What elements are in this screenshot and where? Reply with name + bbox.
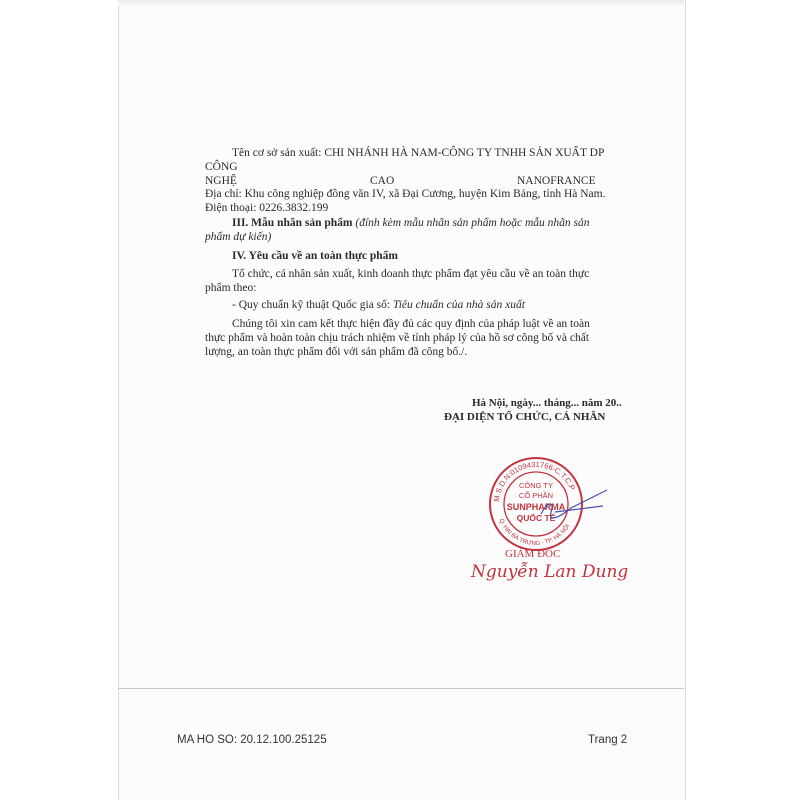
section-4-heading: IV. Yêu cầu về an toàn thực phẩm (232, 250, 399, 262)
page-number: Trang 2 (588, 734, 628, 746)
producer-address: Địa chỉ: Khu công nghiệp đồng văn IV, xã Đại Cương, huyện Kim Bảng, tỉnh Hà Nam. (205, 188, 606, 200)
producer-word-nghe: NGHỆ (205, 175, 237, 187)
commitment-line1: Chúng tôi xin cam kết thực hiện đầy đủ các quy định của pháp luật về an toàn (232, 318, 590, 330)
director-name: Nguyễn Lan Dung (471, 562, 629, 582)
section-4-para1: Tổ chức, cá nhân sản xuất, kinh doanh thực phẩm đạt yêu cầu về an toàn thực (232, 268, 590, 280)
producer-word-nanofrance: NANOFRANCE (517, 175, 596, 187)
standard-prefix: - Quy chuẩn kỹ thuật Quốc gia số: (232, 299, 391, 311)
stamp-ring-bottom: Q. HAI BÀ TRƯNG - TP. HÀ NỘI (497, 518, 572, 548)
producer-name-line: Tên cơ sở sản xuất: CHI NHÁNH HÀ NAM-CÔNG TY TNHH SẢN XUẤT DP (232, 147, 605, 159)
producer-word-cong: CÔNG (205, 161, 238, 173)
commitment-line3: lượng, an toàn thực phẩm đối với sản phẩm đã công bố./. (205, 346, 468, 358)
standard-line (232, 298, 525, 313)
stamp-line1: CÔNG TY (518, 481, 554, 490)
commitment-line2: thực phẩm và hoàn toàn chịu trách nhiệm về tính pháp lý của hồ sơ công bố và chất (205, 332, 590, 344)
producer-word-cao: CAO (370, 175, 395, 187)
section-3-line1 (232, 216, 590, 231)
section-3-note: (đính kèm mẫu nhãn sản phẩm hoặc mẫu nhãn sản (355, 217, 590, 229)
footer-divider (118, 688, 684, 689)
producer-phone: Điện thoại: 0226.3832.199 (205, 202, 329, 214)
dossier-number: MA HO SO: 20.12.100.25125 (177, 734, 327, 746)
section-3-heading: III. Mẫu nhãn sản phẩm (232, 217, 353, 229)
stamp-line2: CỔ PHẦN (518, 491, 554, 500)
representative-title: ĐẠI DIỆN TỔ CHỨC, CÁ NHÂN (444, 411, 606, 423)
stamp-line4: QUỐC TẾ (516, 513, 556, 523)
section-3-note-cont: phẩm dự kiến) (205, 231, 272, 243)
company-stamp (475, 452, 613, 552)
page-top-edge (118, 0, 684, 6)
place-date: Hà Nội, ngày... tháng... năm 20.. (472, 397, 622, 409)
stamp-ring-top: M.S.D.N:0109431766-C.T.C.P (491, 459, 578, 503)
director-title: GIÁM ĐỐC (505, 548, 561, 560)
standard-value: Tiêu chuẩn của nhà sản xuất (392, 299, 525, 311)
section-4-para1-cont: phẩm theo: (205, 282, 257, 294)
stamp-line3: SUNPHARMA (506, 502, 566, 512)
